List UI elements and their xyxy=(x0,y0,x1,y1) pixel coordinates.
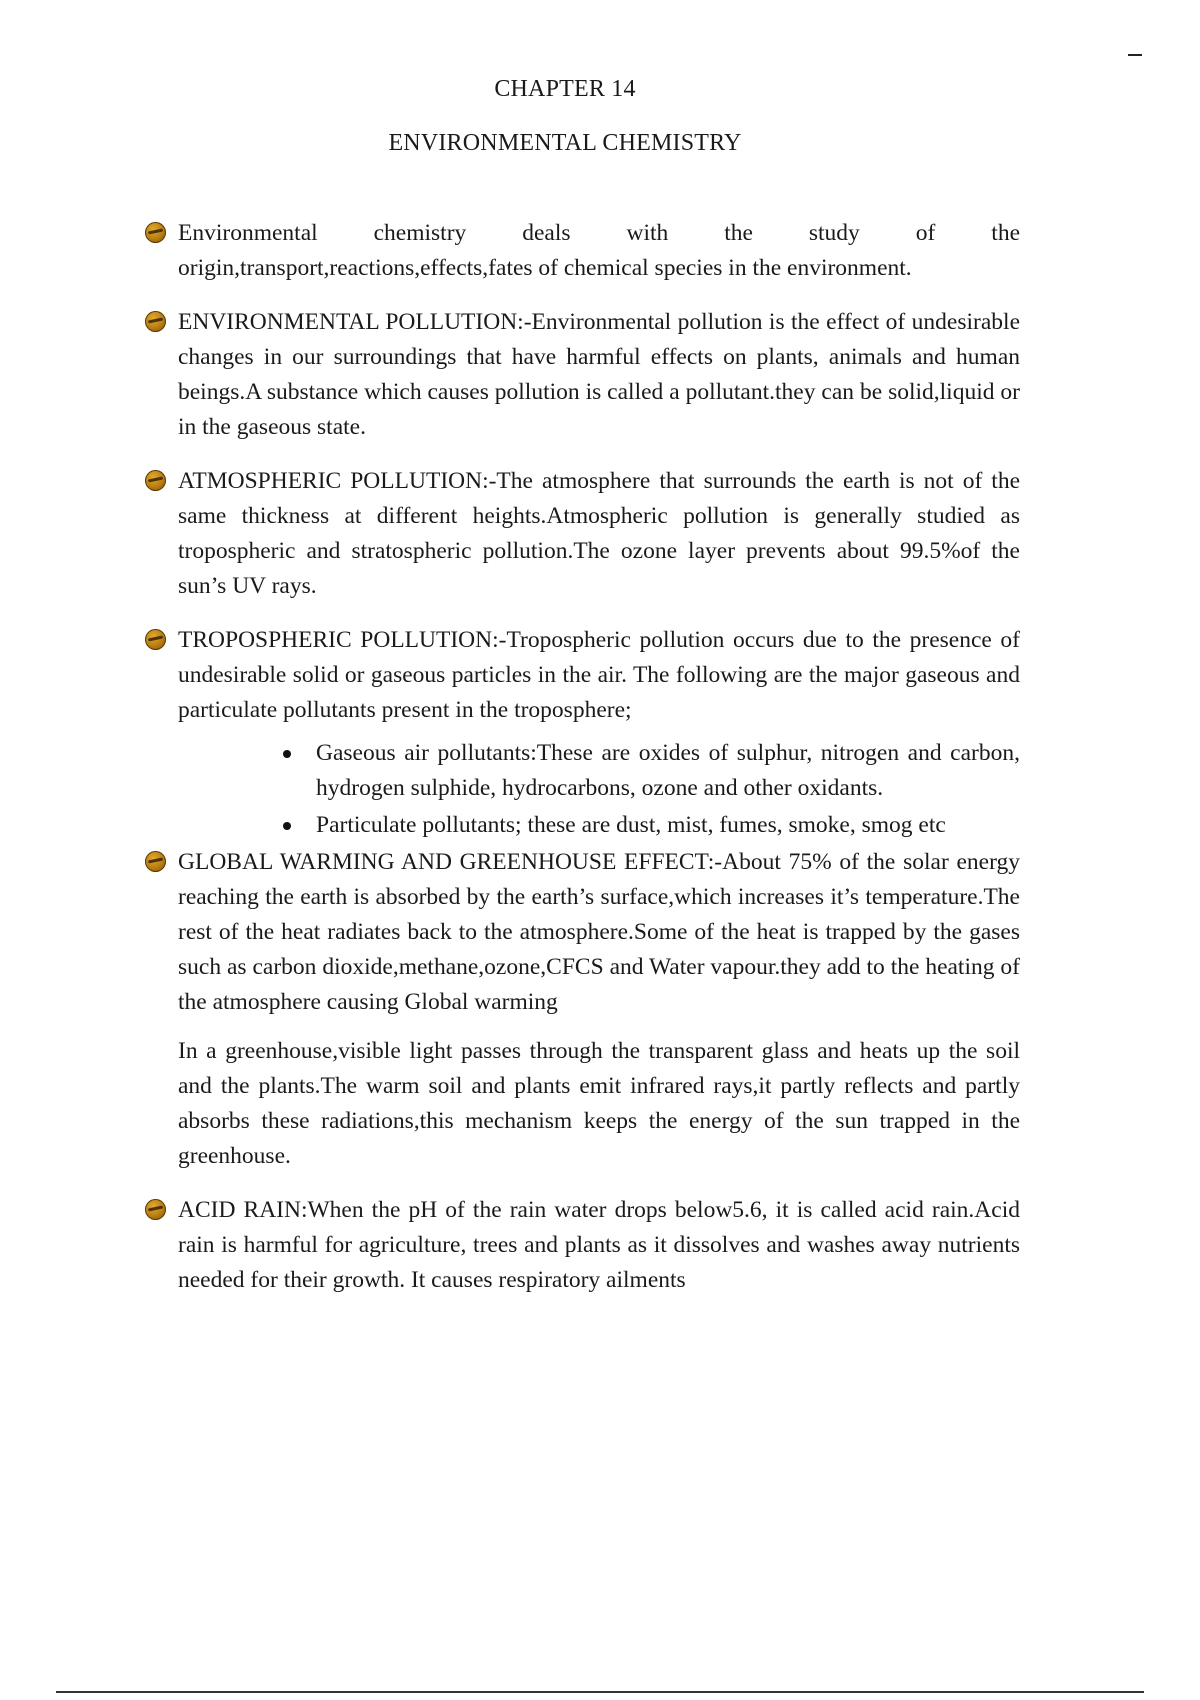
page-corner-mark xyxy=(1128,54,1142,56)
paragraph-tropospheric-pollution xyxy=(178,623,1020,728)
paragraph-global-warming xyxy=(178,845,1020,1020)
paragraph-greenhouse xyxy=(178,1034,1020,1174)
bronze-bullet-icon xyxy=(145,222,166,243)
paragraph-text: TROPOSPHERIC POLLUTION:-Tropospheric pollution occurs due to the presence of undesirable solid or gaseous particles in the air. The following are the major gaseous and particulate pollutants present in the troposphere; xyxy=(178,627,1020,723)
paragraph-environmental-pollution xyxy=(178,305,1020,445)
paragraph-text: ACID RAIN:When the pH of the rain water drops below5.6, it is called acid rain.Acid rain is harmful for agriculture, trees and plants as it dissolves and washes away nutrients needed for their growth. It causes respiratory ailments xyxy=(178,1197,1020,1293)
chapter-number: CHAPTER 14 xyxy=(494,76,636,102)
list-item-text: Particulate pollutants; these are dust, mist, fumes, smoke, smog etc xyxy=(316,812,946,838)
bullet-dot-icon xyxy=(283,750,291,758)
bronze-bullet-icon xyxy=(145,1199,166,1220)
list-item-text: Gaseous air pollutants:These are oxides of sulphur, nitrogen and carbon, hydrogen sulphide, hydrocarbons, ozone and other oxidants. xyxy=(316,740,1020,801)
bronze-bullet-icon xyxy=(145,311,166,332)
paragraph-text: GLOBAL WARMING AND GREENHOUSE EFFECT:-About 75% of the solar energy reaching the earth is absorbed by the earth’s surface,which increases it’s temperature.The rest of the heat radiates back to the atmosphere.Some of the heat is trapped by the gases such as carbon dioxide,methane,ozone,CFCS and Water vapour.they add to the heating of the atmosphere causing Global warming xyxy=(178,849,1020,1015)
paragraph-text: Environmental chemistry deals with the study of the origin,transport,reactions,effects,fates of chemical species in the environment. xyxy=(178,220,1020,281)
footer-divider xyxy=(56,1691,1144,1693)
paragraph-acid-rain xyxy=(178,1193,1020,1298)
paragraph-text: ENVIRONMENTAL POLLUTION:-Environmental pollution is the effect of undesirable changes in our surroundings that have harmful effects on plants, animals and human beings.A substance which causes pollution is called a pollutant.they can be solid,liquid or in the gaseous state. xyxy=(178,309,1020,440)
pollutant-list xyxy=(178,736,1020,843)
bronze-bullet-icon xyxy=(145,851,166,872)
chapter-title: ENVIRONMENTAL CHEMISTRY xyxy=(388,130,742,156)
paragraph-intro xyxy=(178,216,1020,286)
paragraph-text: In a greenhouse,visible light passes through the transparent glass and heats up the soil and the plants.The warm soil and plants emit infrared rays,it partly reflects and partly absorbs these radiations,this mechanism keeps the energy of the sun trapped in the greenhouse. xyxy=(178,1038,1020,1169)
list-item xyxy=(316,808,1020,843)
bronze-bullet-icon xyxy=(145,470,166,491)
bullet-dot-icon xyxy=(283,822,291,830)
document-body xyxy=(178,216,1020,1317)
paragraph-atmospheric-pollution xyxy=(178,464,1020,604)
paragraph-text: ATMOSPHERIC POLLUTION:-The atmosphere that surrounds the earth is not of the same thickness at different heights.Atmospheric pollution is generally studied as tropospheric and stratospheric pollution.The ozone layer prevents about 99.5%of the sun’s UV rays. xyxy=(178,468,1020,599)
list-item xyxy=(316,736,1020,806)
bronze-bullet-icon xyxy=(145,629,166,650)
